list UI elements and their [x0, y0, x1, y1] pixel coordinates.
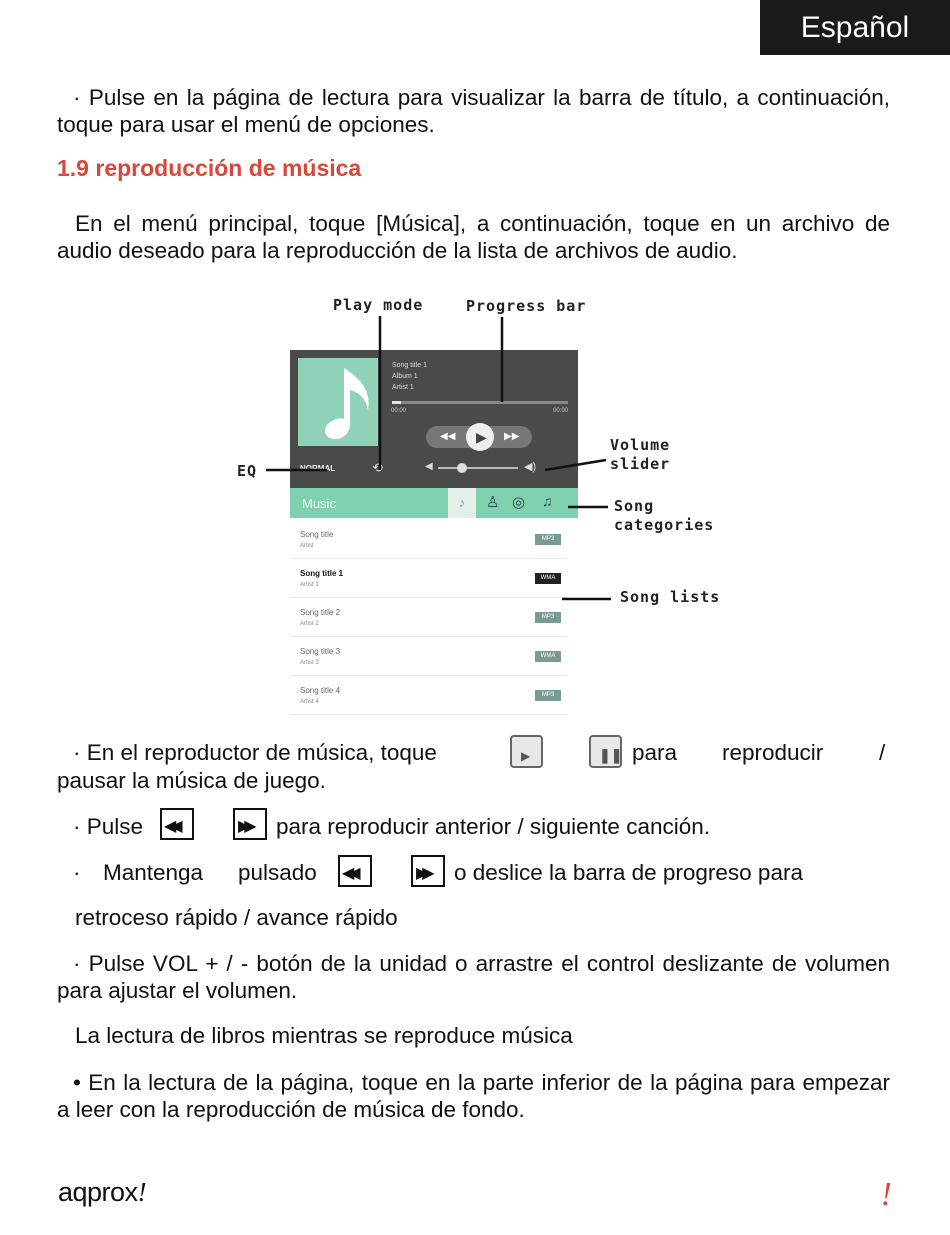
section-intro-paragraph: En el menú principal, toque [Música], a continuación, toque en un archivo de audio deseado para la reproducción de la lista de archivos de audio. [57, 211, 890, 263]
page-mark: ! [880, 1176, 892, 1213]
music-player-diagram [0, 280, 950, 730]
artist-tab-icon[interactable]: ♙ [486, 494, 500, 511]
song-format-badge: MP3 [535, 534, 561, 545]
label-progress-bar: Progress bar [466, 297, 587, 315]
hold-text-a: · [73, 860, 81, 885]
genre-tab-icon[interactable]: ♫ [542, 493, 553, 509]
label-volume-slider [610, 436, 670, 474]
progress-fill [392, 401, 401, 404]
song-format-badge: MP3 [535, 690, 561, 701]
reading-heading: La lectura de libros mientras se reproduce música [75, 1023, 573, 1048]
song-format-badge: WMA [535, 651, 561, 662]
song-list-item[interactable] [290, 598, 568, 637]
forward-hold-icon: ▶▶ [411, 855, 445, 887]
play-pause-text-c: reproducir [722, 740, 824, 765]
previous-icon: ◀◀ [160, 808, 194, 840]
reading-instruction: • En la lectura de la página, toque en la parte inferior de la página para empezar a leer con la reproducción de música de fondo. [57, 1070, 890, 1122]
time-total: 00:00 [552, 408, 568, 414]
volume-thumb[interactable] [457, 463, 467, 473]
song-title: Song title 2 [300, 608, 341, 617]
label-volume-line1: Volume [610, 436, 671, 454]
rewind-hold-icon: ◀◀ [338, 855, 372, 887]
label-categories-line1: Song [614, 497, 655, 515]
album-art [298, 358, 378, 446]
song-title: Song title 1 [300, 569, 344, 578]
repeat-icon[interactable]: ⟲ [372, 460, 383, 475]
language-tab: Español [760, 0, 950, 55]
player-artist: Artist 1 [392, 384, 414, 391]
label-eq: EQ [237, 462, 258, 480]
player-song-title: Song title 1 [392, 362, 428, 369]
player-panel [290, 350, 578, 488]
song-format-badge: WMA [535, 573, 561, 584]
play-pause-text-d: / [879, 740, 886, 765]
tab-music-label[interactable]: Music [302, 496, 336, 511]
song-artist: Artist 2 [300, 621, 319, 627]
song-artist: Artist [300, 543, 314, 549]
song-artist: Artist 1 [300, 582, 319, 588]
eq-mode[interactable]: NORMAL [300, 464, 336, 473]
intro-paragraph: · Pulse en la página de lectura para visualizar la barra de título, a continuación, toque para usar el menú de opciones. [57, 85, 890, 137]
prev-next-text-b: para reproducir anterior / siguiente canción. [276, 814, 710, 839]
song-artist: Artist 4 [300, 699, 319, 705]
next-icon: ▶▶ [233, 808, 267, 840]
album-tab-icon[interactable]: ◎ [512, 494, 526, 511]
label-song-lists: Song lists [620, 588, 721, 606]
volume-high-icon: ◀) [524, 461, 537, 473]
song-title: Song title 4 [300, 686, 341, 695]
brand-name: aqprox [58, 1177, 138, 1207]
label-volume-line2: slider [610, 455, 671, 473]
prev-next-text-a: · Pulse [73, 814, 144, 839]
volume-instruction: · Pulse VOL + / - botón de la unidad o arrastre el control deslizante de volumen para ajustar el volumen. [57, 951, 890, 1003]
progress-track[interactable] [392, 401, 568, 404]
volume-low-icon: ◀ [425, 461, 433, 472]
play-pause-text-a: · En el reproductor de música, toque [73, 740, 437, 765]
fast-forward-icon[interactable]: ▶▶ [504, 431, 520, 442]
hold-text-e: retroceso rápido / avance rápido [75, 905, 398, 930]
play-icon: ▶ [476, 429, 487, 445]
song-list-item[interactable] [290, 520, 568, 559]
hold-text-d: o deslice la barra de progreso para [454, 860, 803, 885]
song-list-item[interactable] [290, 676, 568, 715]
time-elapsed: 00:00 [391, 408, 407, 414]
tab-all-songs[interactable] [448, 488, 476, 518]
section-title: 1.9 reproducción de música [57, 155, 362, 181]
song-format-badge: MP3 [535, 612, 561, 623]
song-list-item[interactable] [290, 559, 568, 598]
play-icon: ▶ [510, 735, 543, 768]
hold-text-c: pulsado [238, 860, 317, 885]
music-note-icon [298, 358, 378, 446]
label-play-mode: Play mode [333, 296, 424, 314]
volume-track[interactable] [438, 467, 518, 469]
song-list [290, 520, 578, 718]
play-pause-text-b: para [632, 740, 678, 765]
label-song-categories [614, 497, 714, 535]
music-tab-icon: ♪ [458, 495, 466, 510]
player-album: Album 1 [392, 373, 418, 380]
play-pause-text-e: pausar la música de juego. [57, 768, 326, 793]
pause-icon: ❚❚ [589, 735, 622, 768]
play-button[interactable] [466, 423, 494, 451]
brand-mark: ! [137, 1177, 147, 1207]
transport-controls [426, 426, 532, 448]
hold-text-b: Mantenga [103, 860, 204, 885]
label-categories-line2: categories [614, 516, 715, 534]
song-list-item[interactable] [290, 637, 568, 676]
song-title: Song title 3 [300, 647, 341, 656]
song-artist: Artist 3 [300, 660, 319, 666]
rewind-icon[interactable]: ◀◀ [440, 431, 456, 442]
category-tab-bar [290, 488, 578, 518]
song-title: Song title [300, 530, 334, 539]
brand-logo [58, 1177, 146, 1208]
